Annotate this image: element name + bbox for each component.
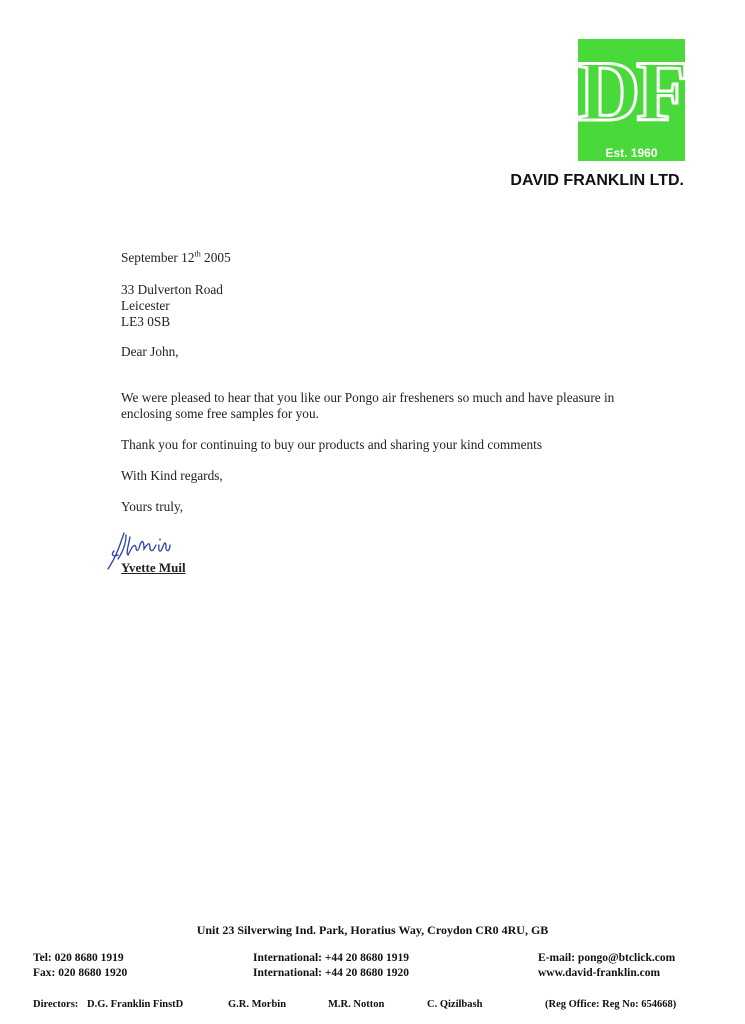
footer-intl-fax: International: +44 20 8680 1920 xyxy=(253,967,410,979)
address-line: Leicester xyxy=(121,298,170,313)
company-logo xyxy=(578,39,685,161)
footer-address: Unit 23 Silverwing Ind. Park, Horatius Way, Croydon CR0 4RU, GB xyxy=(196,923,549,937)
sign-off: Yours truly, xyxy=(121,499,184,514)
salutation: Dear John, xyxy=(121,344,179,359)
director-name: G.R. Morbin xyxy=(228,999,287,1010)
company-name: DAVID FRANKLIN LTD. xyxy=(510,172,684,189)
footer-email: E-mail: pongo@btclick.com xyxy=(538,952,676,964)
footer-international-block xyxy=(253,951,409,981)
logo-letters: DF xyxy=(578,43,685,139)
footer-contact-block xyxy=(538,951,675,981)
address-line: 33 Dulverton Road xyxy=(121,282,223,297)
footer-intl-tel: International: +44 20 8680 1919 xyxy=(253,952,410,964)
reg-office: (Reg Office: Reg No: 654668) xyxy=(545,999,677,1010)
signer-name: Yvette Muil xyxy=(121,560,186,575)
address-line: LE3 0SB xyxy=(121,314,171,329)
recipient-address xyxy=(121,282,223,330)
footer-phone-block xyxy=(33,951,127,981)
director-name: M.R. Notton xyxy=(328,999,385,1010)
footer-website: www.david-franklin.com xyxy=(538,967,661,979)
closing: With Kind regards, xyxy=(121,468,223,483)
director-name: D.G. Franklin FinstD xyxy=(87,999,184,1010)
letter-date: September 12th 2005 xyxy=(121,249,231,265)
footer-tel: Tel: 020 8680 1919 xyxy=(33,952,124,964)
director-name: C. Qizilbash xyxy=(427,999,483,1010)
footer-fax: Fax: 020 8680 1920 xyxy=(33,967,128,979)
body-paragraph: We were pleased to hear that you like our Pongo air fresheners so much and have pleasure in enclosing some free samples for you. xyxy=(121,390,615,421)
directors-label: Directors: xyxy=(33,999,79,1010)
logo-established: Est. 1960 xyxy=(605,146,658,160)
body-paragraph: Thank you for continuing to buy our products and sharing your kind comments xyxy=(121,437,543,452)
